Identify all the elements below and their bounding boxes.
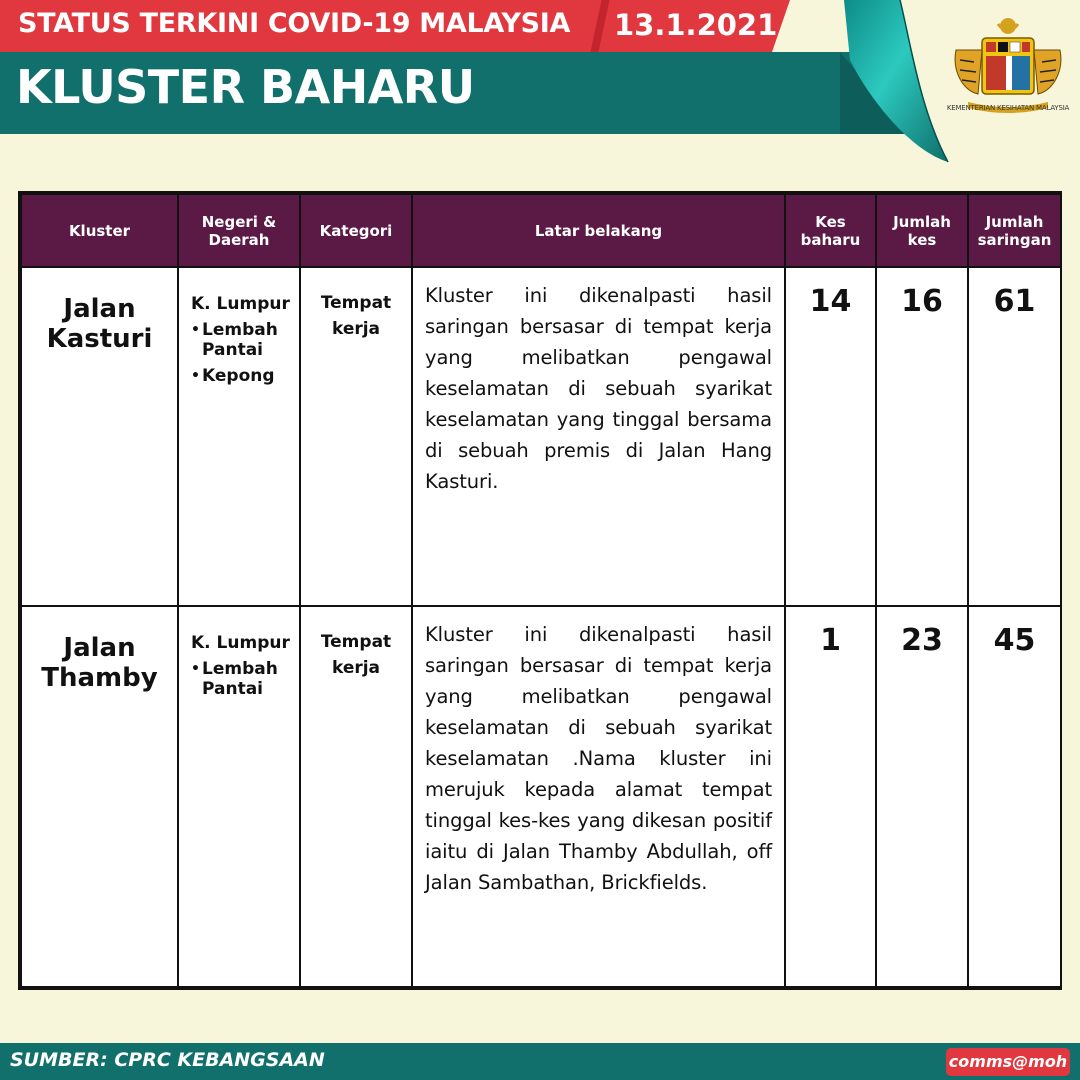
- district-item: • Kepong: [191, 366, 293, 386]
- comms-tag: comms@moh: [946, 1048, 1070, 1076]
- district-list: [191, 659, 293, 699]
- header-kluster: Kluster: [21, 194, 178, 267]
- negeri-cell: [178, 267, 300, 606]
- header-negeri: Negeri & Daerah: [178, 194, 300, 267]
- table-row: [21, 267, 1061, 606]
- negeri-cell: [178, 606, 300, 987]
- state-name: K. Lumpur: [191, 633, 290, 653]
- jumlah-saringan-cell: 61: [968, 267, 1061, 606]
- category-cell: Tempat kerja: [300, 606, 412, 987]
- kes-baharu-cell: 14: [785, 267, 876, 606]
- source-text: SUMBER: CPRC KEBANGSAAN: [10, 1049, 325, 1071]
- header-latar: Latar belakang: [412, 194, 785, 267]
- jumlah-saringan-cell: 45: [968, 606, 1061, 987]
- jumlah-kes-cell: 23: [876, 606, 968, 987]
- page-curl-icon: [840, 0, 950, 170]
- crest-caption: KEMENTERIAN KESIHATAN MALAYSIA: [946, 104, 1070, 112]
- cluster-name: Jalan Thamby: [21, 606, 178, 987]
- table-header-row: [21, 194, 1061, 267]
- header-kes-baharu: Kes baharu: [785, 194, 876, 267]
- kes-baharu-cell: 1: [785, 606, 876, 987]
- district-item: • Lembah Pantai: [191, 320, 293, 360]
- background-cell: Kluster ini dikenalpasti hasil saringan bersasar di tempat kerja yang melibatkan pengawal keselamatan di sebuah syarikat keselamatan .Nama kluster ini merujuk kepada alamat tempat tinggal kes-kes yang dikesan positif iaitu di Jalan Thamby Abdullah, off Jalan Sambathan, Brickfields.: [412, 606, 785, 987]
- table-row: [21, 606, 1061, 987]
- background-cell: Kluster ini dikenalpasti hasil saringan bersasar di tempat kerja yang melibatkan pengawal keselamatan di sebuah syarikat keselamatan yang tinggal bersama di sebuah premis di Jalan Hang Kasturi.: [412, 267, 785, 606]
- district-item: • Lembah Pantai: [191, 659, 293, 699]
- status-title: STATUS TERKINI COVID-19 MALAYSIA: [18, 8, 571, 39]
- header-kategori: Kategori: [300, 194, 412, 267]
- header-jumlah-kes: Jumlah kes: [876, 194, 968, 267]
- jumlah-kes-cell: 16: [876, 267, 968, 606]
- header-jumlah-saringan: Jumlah saringan: [968, 194, 1061, 267]
- page-title: KLUSTER BAHARU: [16, 60, 475, 114]
- cluster-table: [18, 191, 1062, 990]
- cluster-name: Jalan Kasturi: [21, 267, 178, 606]
- district-list: [191, 320, 293, 386]
- status-date: 13.1.2021: [614, 8, 778, 42]
- state-name: K. Lumpur: [191, 294, 290, 314]
- category-cell: Tempat kerja: [300, 267, 412, 606]
